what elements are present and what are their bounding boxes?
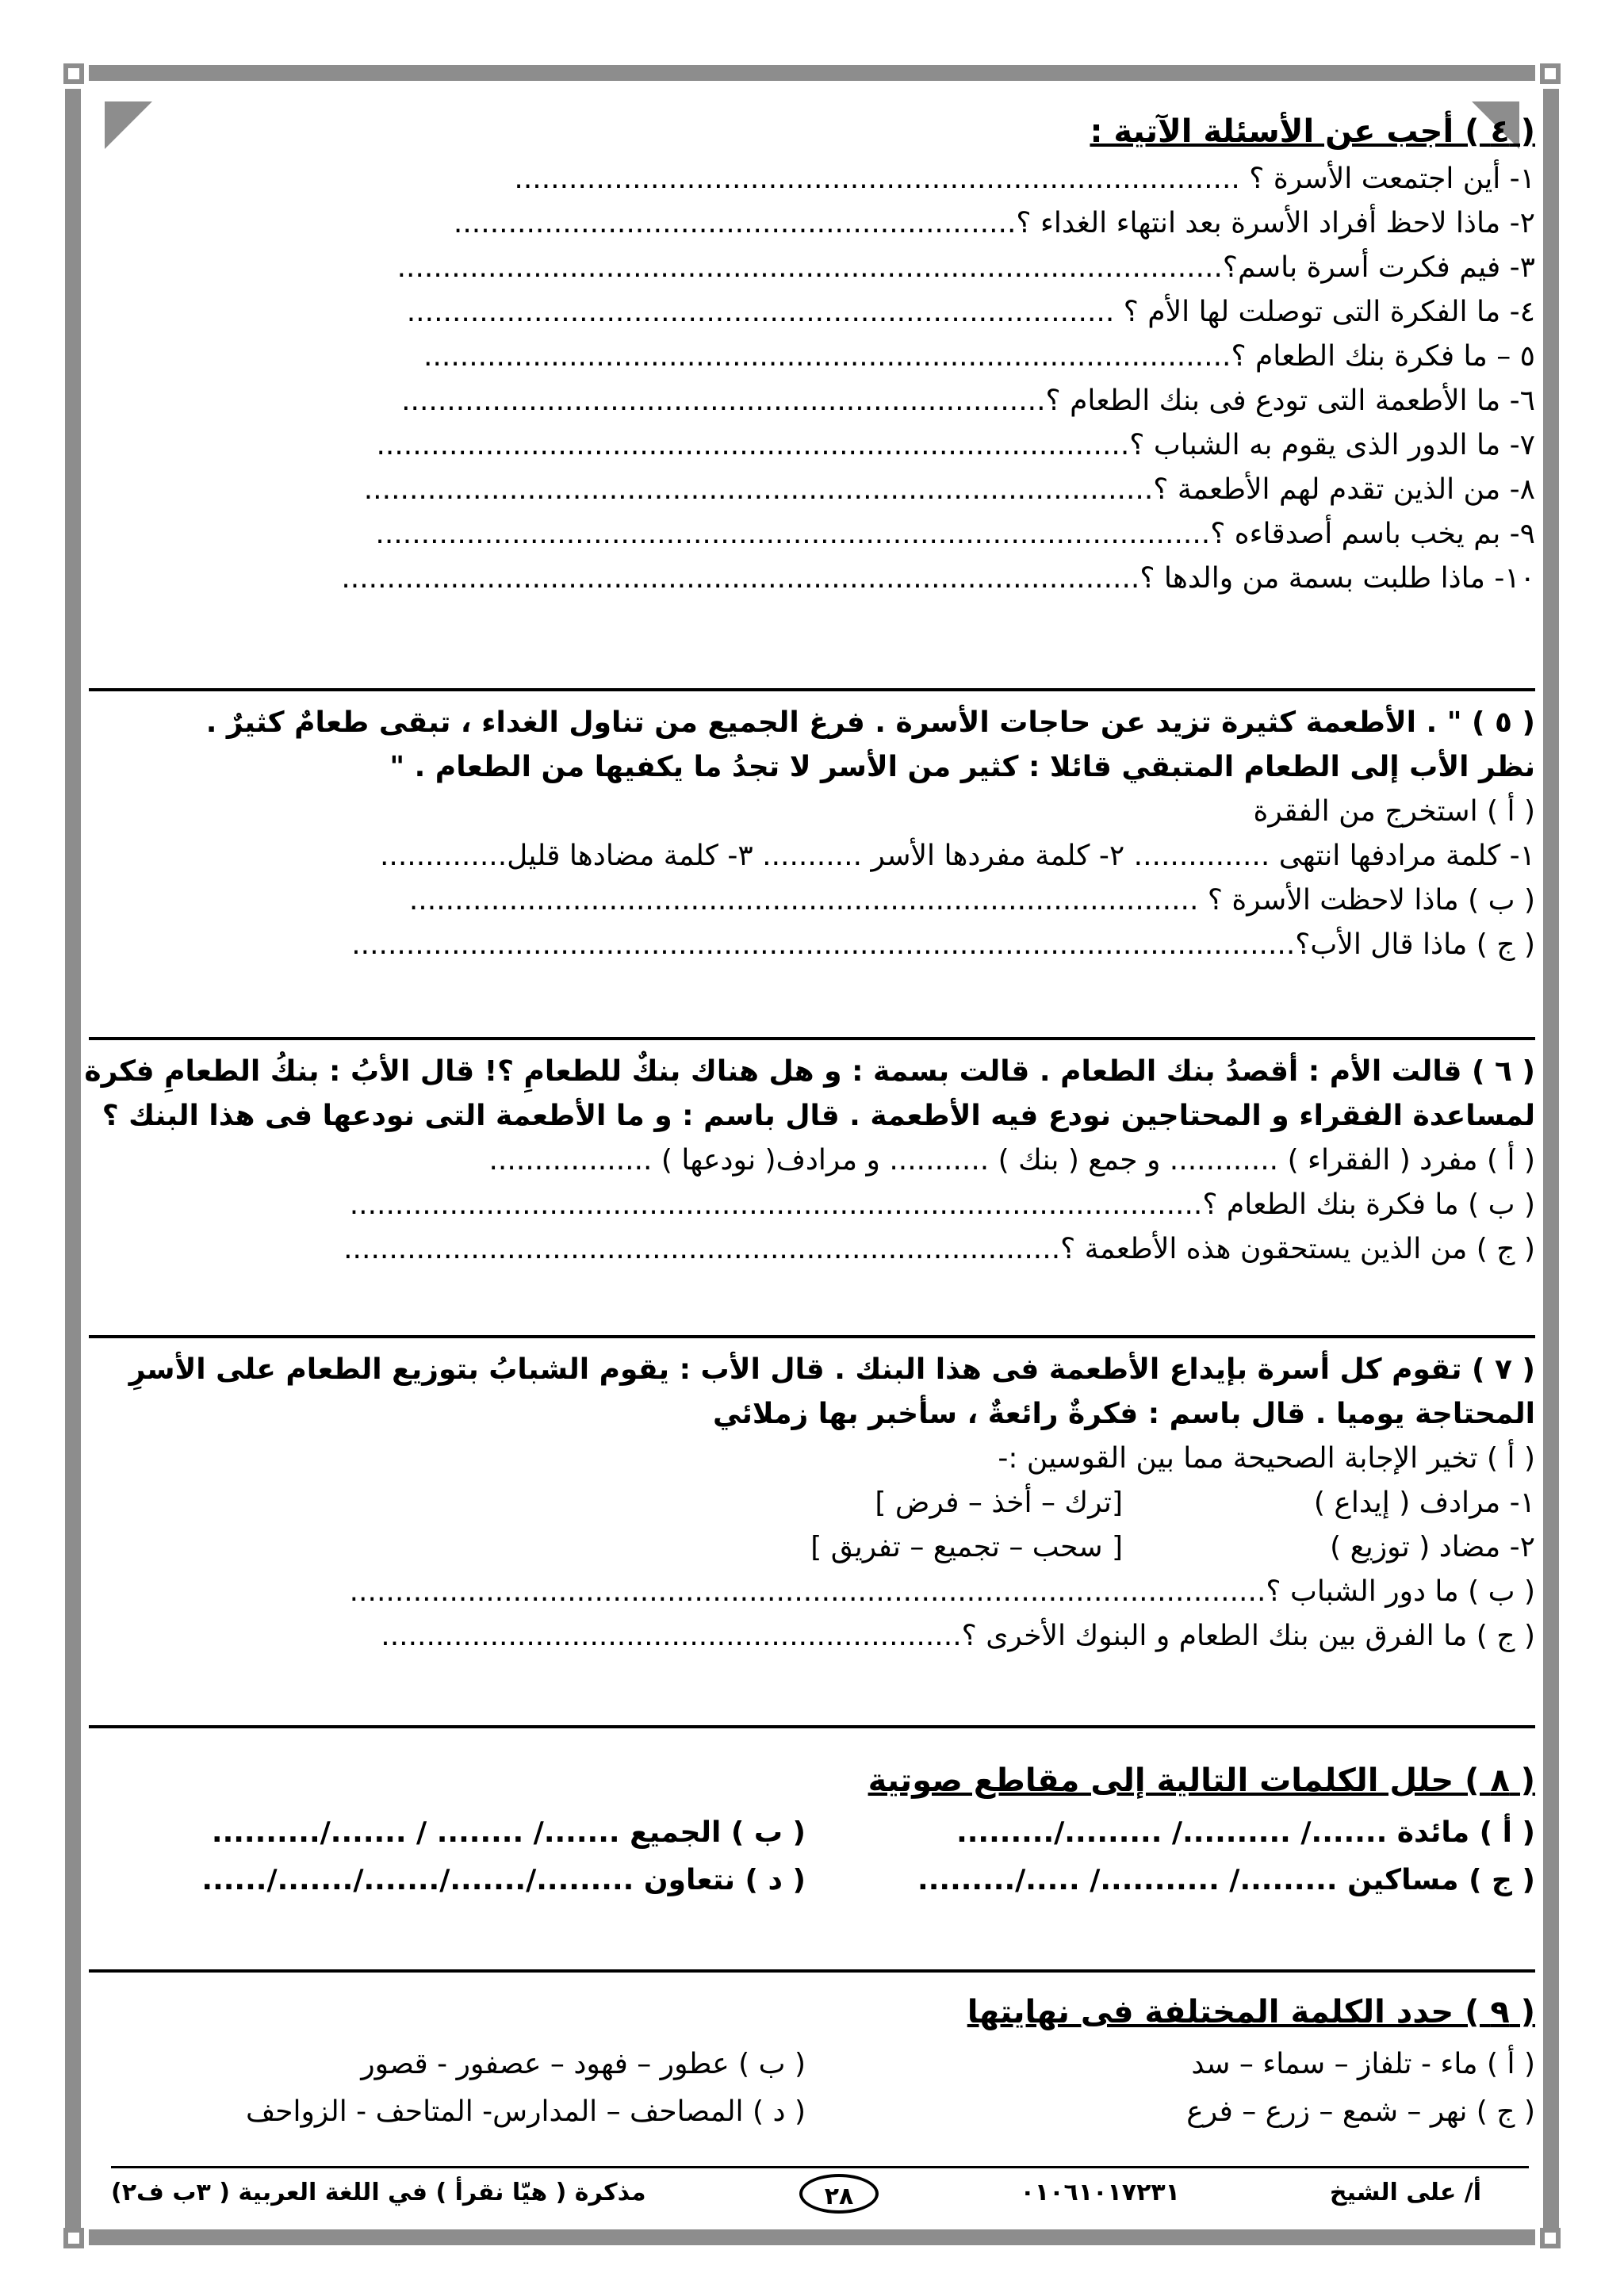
q9-b: ( ب ) عطور – فهود – عصفور - قصور <box>361 2048 806 2080</box>
corner-bottom-right <box>1540 2228 1561 2248</box>
q8-title: ( ٨ ) حلل الكلمات التالية إلى مقاطع صوتية <box>868 1762 1535 1799</box>
corner-top-left <box>63 63 84 84</box>
q4-item-2: ٢- ماذا لاحظ أفراد الأسرة بعد انتهاء الغداء ؟.............................................................. <box>453 207 1535 239</box>
q4-item-7: ٧- ما الدور الذى يقوم به الشباب ؟................................................................................... <box>376 429 1535 461</box>
q5-c: ( ج ) ماذا قال الأب؟........................................................................................................ <box>351 928 1535 961</box>
q8-c: ( ج ) مساكين ........./ .........../ ...../......... <box>917 1864 1535 1896</box>
q7-row1-options: [ترك – أخذ – فرض ] <box>875 1487 1123 1519</box>
footer-phone: ٠١٠٦١٠١٧٢٣١ <box>1020 2179 1180 2206</box>
corner-bottom-left <box>63 2228 84 2248</box>
footer-rule <box>111 2166 1529 2168</box>
page-number: ٢٨ <box>799 2174 879 2214</box>
corner-top-right <box>1540 63 1561 84</box>
q4-item-3: ٣- فيم فكرت أسرة باسم؟........................................................................................... <box>396 251 1535 284</box>
q7-para-2: المحتاجة يوميا . قال باسم : فكرةٌ رائعةٌ ، سأخبر بها زملائي <box>712 1398 1535 1430</box>
q4-item-9: ٩- بم يخب باسم أصدقاءه ؟............................................................................................ <box>375 518 1535 550</box>
frame-right <box>1543 89 1559 2229</box>
footer-title: مذكرة ( هيّا نقرأ ) في اللغة العربية ( ٣ب ف٢) <box>111 2179 646 2206</box>
q4-item-6: ٦- ما الأطعمة التى تودع فى بنك الطعام ؟....................................................................... <box>401 385 1535 417</box>
q4-item-1: ١- أين اجتمعت الأسرة ؟ ................................................................................ <box>514 163 1535 195</box>
q6-para-2: لمساعدة الفقراء و المحتاجين نودع فيه الأطعمة . قال باسم : و ما الأطعمة التى نودعها فى هذا البنك ؟ <box>102 1100 1535 1132</box>
separator-2 <box>89 1037 1535 1040</box>
q6-para-1: ( ٦ ) قالت الأم : أقصدُ بنك الطعام . قالت بسمة : و هل هناك بنكٌ للطعامِ ؟! قال الأبُ : بنكُ الطعامِ فكرة <box>84 1055 1535 1088</box>
frame-bottom <box>89 2229 1535 2245</box>
q4-title: ( ٤ ) أجب عن الأسئلة الآتية : <box>1090 113 1535 150</box>
q4-item-8: ٨- من الذين تقدم لهم الأطعمة ؟....................................................................................... <box>363 473 1535 506</box>
q7-row1-question: ١- مرادف ( إيداع ) <box>1313 1487 1535 1519</box>
q5-b: ( ب ) ماذا لاحظت الأسرة ؟ ....................................................................................... <box>408 884 1535 916</box>
q8-a: ( أ ) مائدة ......./ ........../ ........./......... <box>956 1816 1535 1849</box>
q9-title: ( ٩ ) حدد الكلمة المختلفة فى نهايتها <box>967 1994 1535 2030</box>
q9-d: ( د ) المصاحف – المدارس- المتاحف - الزواحف <box>245 2095 806 2128</box>
q7-a-label: ( أ ) تخير الإجابة الصحيحة مما بين القوسين :- <box>998 1442 1535 1475</box>
q8-b: ( ب ) الجميع ......./ ........ / ......./.......... <box>211 1816 806 1849</box>
q9-a: ( أ ) ماء - تلفاز – سماء – سد <box>1191 2048 1535 2080</box>
q7-b: ( ب ) ما دور الشباب ؟..................................................................................................... <box>349 1575 1535 1608</box>
q7-row2-question: ٢- مضاد ( توزيع ) <box>1330 1531 1535 1563</box>
q6-a: ( أ ) مفرد ( الفقراء ) ............ و جمع ( بنك ) ........... و مرادف( نودعها ) .................. <box>488 1144 1535 1177</box>
separator-5 <box>89 1969 1535 1973</box>
footer <box>111 2174 1513 2218</box>
separator-4 <box>89 1725 1535 1728</box>
q7-row2-options: [ سحب – تجميع – تفريق ] <box>810 1531 1123 1563</box>
q4-item-10: ١٠- ماذا طلبت بسمة من والدها ؟........................................................................................ <box>341 562 1535 595</box>
worksheet-content <box>84 103 1535 2128</box>
q9-c: ( ج ) نهر – شمع – زرع – فرع <box>1186 2095 1535 2128</box>
q4-item-4: ٤- ما الفكرة التى توصلت لها الأم ؟ .............................................................................. <box>406 296 1535 328</box>
q4-item-5: ٥ – ما فكرة بنك الطعام ؟......................................................................................... <box>423 340 1535 373</box>
separator-1 <box>89 688 1535 691</box>
q6-b: ( ب ) ما فكرة بنك الطعام ؟.............................................................................................. <box>349 1188 1535 1221</box>
q5-a-label: ( أ ) استخرج من الفقرة <box>1253 795 1535 828</box>
q7-para-1: ( ٧ ) تقوم كل أسرة بإيداع الأطعمة فى هذا البنك . قال الأب : يقوم الشبابُ بتوزيع الطعام على الأسرِ <box>128 1353 1535 1386</box>
q8-d: ( د ) نتعاون ........./......./......./......./...... <box>201 1864 806 1896</box>
q6-c: ( ج ) من الذين يستحقون هذه الأطعمة ؟............................................................................... <box>343 1233 1535 1265</box>
frame-top <box>89 65 1535 81</box>
separator-3 <box>89 1335 1535 1338</box>
q5-para-1: ( ٥ ) " . الأطعمة كثيرة تزيد عن حاجات الأسرة . فرغ الجميع من تناول الغداء ، تبقى طعامٌ كثيرٌ . <box>205 706 1535 739</box>
q7-c: ( ج ) ما الفرق بين بنك الطعام و البنوك الأخرى ؟................................................................ <box>381 1620 1535 1652</box>
q5-para-2: نظر الأب إلى الطعام المتبقي قائلا : كثير من الأسر لا تجدُ ما يكفيها من الطعام . " <box>389 751 1535 783</box>
footer-teacher: أ/ على الشيخ <box>1329 2179 1481 2206</box>
q5-a-items: ١- كلمة مرادفها انتهى ............... ٢- كلمة مفردها الأسر ........... ٣- كلمة مضادها قليل.............. <box>379 840 1535 872</box>
frame-left <box>65 89 81 2229</box>
